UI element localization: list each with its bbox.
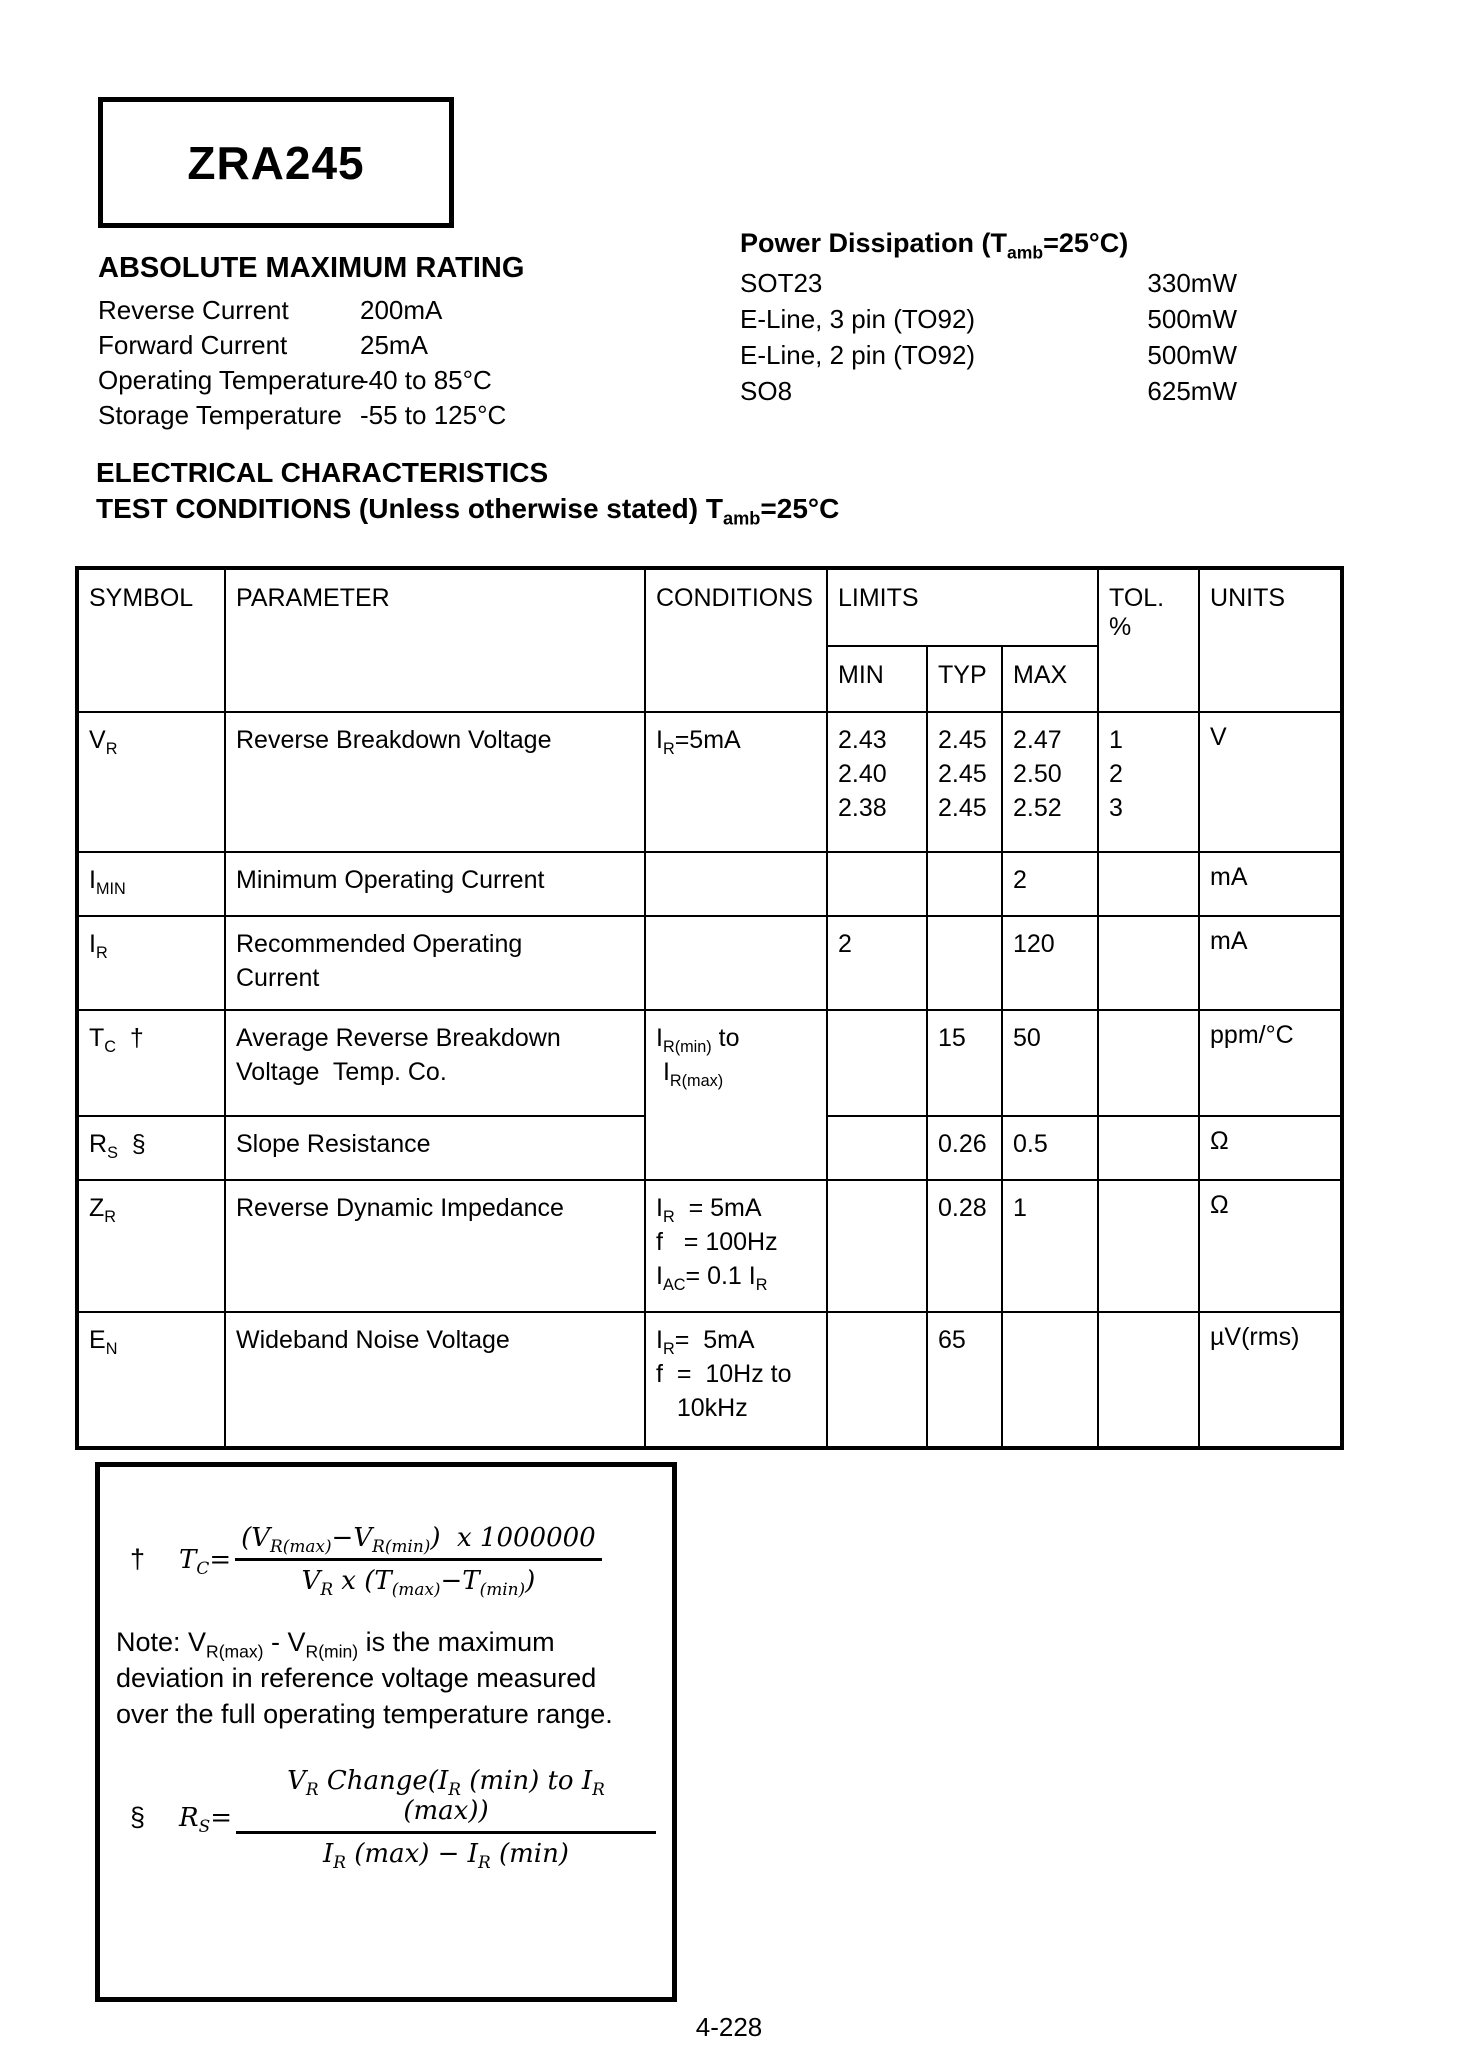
col-header-typ: TYP <box>927 646 1002 712</box>
page-number: 4-228 <box>695 2012 763 2042</box>
typ-value: 15 <box>938 1024 966 1052</box>
symbol-cell: $R_S$ § <box>77 1116 225 1180</box>
col-header-max: MAX <box>1002 646 1098 712</box>
power-value: 500mW <box>1147 304 1237 334</box>
max-value: 2.52 <box>1013 794 1062 822</box>
tolerance-cell <box>1098 1010 1199 1116</box>
power-value: 500mW <box>1147 340 1237 370</box>
col-header-min: MIN <box>827 646 927 712</box>
min-cell <box>827 1116 927 1180</box>
parameter-line: Average Reverse Breakdown <box>236 1024 561 1052</box>
tc-formula <box>116 1523 656 1600</box>
typ-value: 2.45 <box>938 726 987 754</box>
parameter-cell <box>225 1010 645 1116</box>
table-row <box>77 916 1342 1010</box>
rating-row <box>98 328 698 363</box>
min-value: 2.38 <box>838 794 887 822</box>
max-value: 0.5 <box>1013 1130 1048 1158</box>
electrical-characteristics-title: ELECTRICAL CHARACTERISTICS <box>96 457 549 488</box>
rating-label: Reverse Current <box>98 295 289 325</box>
power-row <box>740 337 1237 373</box>
power-row <box>740 373 1237 409</box>
conditions-line: 10kHz <box>656 1394 748 1422</box>
electrical-characteristics-heading <box>96 455 839 527</box>
typ-cell <box>927 1312 1002 1448</box>
rating-label: Forward Current <box>98 330 288 360</box>
col-header-tolerance <box>1098 568 1199 712</box>
part-number-box <box>98 97 454 228</box>
tolerance-cell <box>1098 852 1199 916</box>
power-dissipation-title: Power Dissipation $(T_{amb}=25^\circ C)$ <box>740 228 1129 263</box>
footnote-text: Note: $V_{R(max)} - V_{R(min)}$ is the maximum deviation in reference voltage measured over the full operating temperature range. <box>116 1627 613 1729</box>
max-value: 120 <box>1013 930 1055 958</box>
units-cell: mA <box>1199 916 1342 1010</box>
rating-row <box>98 398 698 433</box>
tolerance-value: 1 <box>1109 726 1123 754</box>
power-row <box>740 265 1237 301</box>
min-cell <box>827 1010 927 1116</box>
units-cell: ppm/°C <box>1199 1010 1342 1116</box>
parameter-cell <box>225 1180 645 1312</box>
col-header-conditions: CONDITIONS <box>645 568 827 712</box>
package-label: SOT23 <box>740 268 823 298</box>
rating-value: -40 to 85°C <box>360 365 492 395</box>
parameter-line: Reverse Dynamic Impedance <box>236 1194 564 1222</box>
power-value: 330mW <box>1147 268 1237 298</box>
rating-value: -55 to 125°C <box>360 400 507 430</box>
min-cell <box>827 712 927 852</box>
col-header-units: UNITS <box>1199 568 1342 712</box>
symbol-cell: $V_R$ <box>77 712 225 852</box>
tolerance-cell <box>1098 712 1199 852</box>
parameter-line: Minimum Operating Current <box>236 866 545 894</box>
rating-value: 25mA <box>360 330 428 360</box>
typ-cell <box>927 852 1002 916</box>
parameter-line: Voltage Temp. Co. <box>236 1058 447 1086</box>
table-row <box>77 852 1342 916</box>
parameter-cell <box>225 1116 645 1180</box>
electrical-characteristics-table <box>75 566 1344 1450</box>
rs-formula-numerator: $V_R$ $Change(I_R$ (min) to $I_R$ (max)) <box>236 1766 656 1834</box>
power-dissipation-section <box>740 228 1237 409</box>
typ-value: 2.45 <box>938 794 987 822</box>
conditions-cell <box>645 852 827 916</box>
tolerance-header-line: TOL. <box>1109 584 1165 612</box>
conditions-line: f = 100Hz <box>656 1228 778 1256</box>
typ-cell <box>927 712 1002 852</box>
min-value: 2.40 <box>838 760 887 788</box>
parameter-line: Recommended Operating <box>236 930 523 958</box>
parameter-line: Current <box>236 964 320 992</box>
absolute-maximum-rating-title: ABSOLUTE MAXIMUM RATING <box>98 252 525 284</box>
typ-cell <box>927 1010 1002 1116</box>
symbol-cell: $Z_R$ <box>77 1180 225 1312</box>
table-row <box>77 1312 1342 1448</box>
min-value: 2.43 <box>838 726 887 754</box>
tolerance-cell <box>1098 916 1199 1010</box>
tolerance-value: 2 <box>1109 760 1123 788</box>
conditions-cell <box>645 1312 827 1448</box>
max-value: 2.50 <box>1013 760 1062 788</box>
max-cell <box>1002 1180 1098 1312</box>
min-cell <box>827 1180 927 1312</box>
conditions-line: $I_R = 5mA$ <box>656 1194 762 1226</box>
dagger-mark: † <box>130 1544 146 1574</box>
conditions-line: $I_{R(max)}$ <box>656 1058 724 1090</box>
col-header-symbol: SYMBOL <box>77 568 225 712</box>
symbol-cell: $I_{MIN}$ <box>77 852 225 916</box>
rating-value: 200mA <box>360 295 443 325</box>
typ-value: 0.28 <box>938 1194 987 1222</box>
rs-formula <box>116 1766 656 1873</box>
rating-label: Operating Temperature <box>98 365 365 395</box>
conditions-cell <box>645 916 827 1010</box>
symbol-cell: $I_R$ <box>77 916 225 1010</box>
conditions-cell <box>645 712 827 852</box>
power-value: 625mW <box>1147 376 1237 406</box>
conditions-line: $I_{AC}= 0.1$ $I_R$ <box>656 1262 768 1294</box>
tolerance-cell <box>1098 1116 1199 1180</box>
typ-cell <box>927 916 1002 1010</box>
typ-cell <box>927 1116 1002 1180</box>
table-row <box>77 712 1342 852</box>
units-cell: V <box>1199 712 1342 852</box>
footnotes-box <box>95 1462 677 2002</box>
units-cell: Ω <box>1199 1116 1342 1180</box>
col-header-limits: LIMITS <box>827 568 1098 646</box>
units-cell: Ω <box>1199 1180 1342 1312</box>
symbol-cell: $T_C$ † <box>77 1010 225 1116</box>
conditions-cell <box>645 1180 827 1312</box>
tc-formula-fraction <box>235 1523 602 1600</box>
tc-formula-lhs: $T_C=$ <box>179 1544 232 1578</box>
rating-label: Storage Temperature <box>98 400 342 430</box>
symbol-cell: $E_N$ <box>77 1312 225 1448</box>
min-cell <box>827 916 927 1010</box>
max-cell <box>1002 1116 1098 1180</box>
max-value: 1 <box>1013 1194 1027 1222</box>
max-value: 2.47 <box>1013 726 1062 754</box>
tc-formula-denominator: $V_R$ x $(T_{(max)}-T_{(min)})$ <box>301 1566 536 1600</box>
part-number: ZRA245 <box>187 136 365 189</box>
units-cell: µV(rms) <box>1199 1312 1342 1448</box>
rs-formula-fraction <box>236 1766 656 1873</box>
max-cell <box>1002 1312 1098 1448</box>
max-value: 2 <box>1013 866 1027 894</box>
min-cell <box>827 852 927 916</box>
min-cell <box>827 1312 927 1448</box>
typ-value: 2.45 <box>938 760 987 788</box>
rs-formula-lhs: $R_S=$ <box>179 1802 232 1836</box>
conditions-line: $I_{R(min)}$ to <box>656 1024 740 1056</box>
parameter-cell <box>225 852 645 916</box>
max-cell <box>1002 852 1098 916</box>
rs-formula-denominator: $I_R$ $(\max) - I_R$ (min) <box>323 1839 569 1873</box>
typ-cell <box>927 1180 1002 1312</box>
max-value: 50 <box>1013 1024 1041 1052</box>
absolute-maximum-rating-section <box>98 252 698 433</box>
min-value: 2 <box>838 930 852 958</box>
max-cell <box>1002 1010 1098 1116</box>
conditions-cell <box>645 1010 827 1180</box>
tolerance-header-line: % <box>1109 613 1132 641</box>
table-row <box>77 1180 1342 1312</box>
test-conditions-title: TEST CONDITIONS (Unless otherwise stated) $T_{amb}=25^\circ C$ <box>96 493 840 529</box>
package-label: E-Line, 2 pin (TO92) <box>740 340 976 370</box>
max-cell <box>1002 712 1098 852</box>
rating-row <box>98 363 698 398</box>
parameter-line: Wideband Noise Voltage <box>236 1326 510 1354</box>
tolerance-cell <box>1098 1180 1199 1312</box>
typ-value: 0.26 <box>938 1130 987 1158</box>
package-label: E-Line, 3 pin (TO92) <box>740 304 976 334</box>
rating-row <box>98 293 698 328</box>
table-row <box>77 1010 1342 1116</box>
power-row <box>740 301 1237 337</box>
typ-value: 65 <box>938 1326 966 1354</box>
parameter-line: Reverse Breakdown Voltage <box>236 726 552 754</box>
package-label: SO8 <box>740 376 793 406</box>
max-cell <box>1002 916 1098 1010</box>
col-header-parameter: PARAMETER <box>225 568 645 712</box>
conditions-line: f = 10Hz to <box>656 1360 792 1388</box>
parameter-cell <box>225 1312 645 1448</box>
parameter-cell <box>225 916 645 1010</box>
section-mark: § <box>130 1802 146 1832</box>
tolerance-cell <box>1098 1312 1199 1448</box>
conditions-line: $I_R= 5mA$ <box>656 1326 755 1358</box>
parameter-line: Slope Resistance <box>236 1130 431 1158</box>
units-cell: mA <box>1199 852 1342 916</box>
parameter-cell <box>225 712 645 852</box>
conditions-line: $I_R=5mA$ <box>656 726 741 758</box>
tc-formula-numerator: $(V_{R(max)}-V_{R(min)})$ x 1000000 <box>235 1523 602 1561</box>
tolerance-value: 3 <box>1109 794 1123 822</box>
